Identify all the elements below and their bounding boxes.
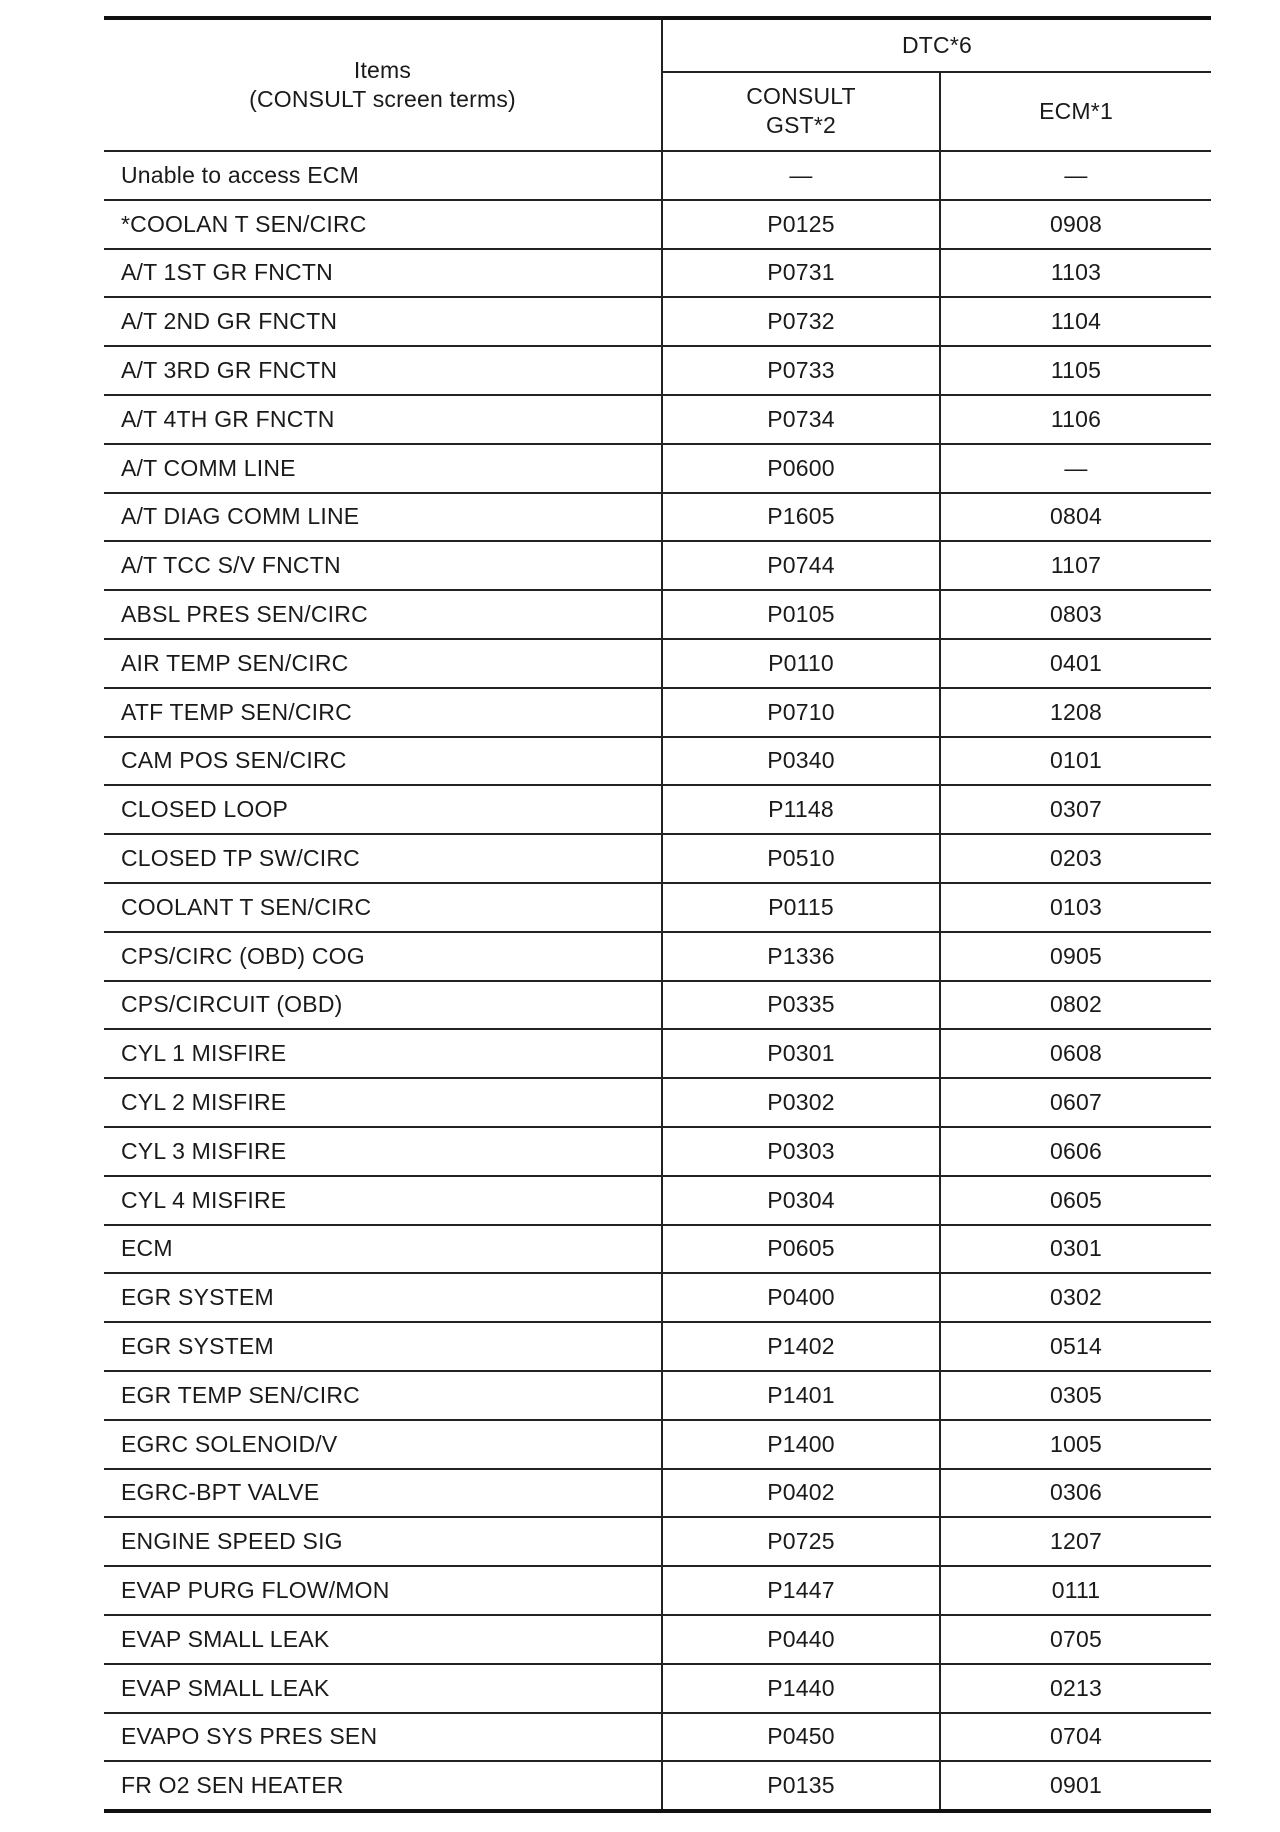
ecm-cell: 1207: [940, 1517, 1211, 1566]
table-row: [104, 932, 1211, 981]
table-row: [104, 785, 1211, 834]
item-cell: COOLANT T SEN/CIRC: [104, 883, 662, 932]
item-cell: *COOLAN T SEN/CIRC: [104, 200, 662, 249]
ecm-cell: 0307: [940, 785, 1211, 834]
item-cell: A/T 1ST GR FNCTN: [104, 249, 662, 298]
consult-gst-cell: P0135: [662, 1761, 940, 1811]
header-ecm: ECM*1: [940, 72, 1211, 151]
consult-gst-cell: P0732: [662, 297, 940, 346]
consult-gst-cell: P0733: [662, 346, 940, 395]
ecm-cell: 0203: [940, 834, 1211, 883]
consult-gst-cell: P0303: [662, 1127, 940, 1176]
ecm-cell: 1103: [940, 249, 1211, 298]
consult-gst-cell: P0734: [662, 395, 940, 444]
item-cell: EGRC-BPT VALVE: [104, 1469, 662, 1518]
dtc-table: [104, 16, 1211, 1813]
ecm-cell: 0301: [940, 1225, 1211, 1274]
header-items: [104, 18, 662, 151]
table-row: [104, 297, 1211, 346]
consult-gst-cell: P0304: [662, 1176, 940, 1225]
consult-gst-cell: P0725: [662, 1517, 940, 1566]
table-row: [104, 1761, 1211, 1811]
header-dtc-group: DTC*6: [662, 18, 1211, 72]
item-cell: A/T 4TH GR FNCTN: [104, 395, 662, 444]
table-row: [104, 1664, 1211, 1713]
ecm-cell: 0306: [940, 1469, 1211, 1518]
table-row: [104, 1127, 1211, 1176]
table-row: [104, 883, 1211, 932]
table-row: [104, 444, 1211, 493]
item-cell: CPS/CIRC (OBD) COG: [104, 932, 662, 981]
consult-gst-cell: P1402: [662, 1322, 940, 1371]
item-cell: ATF TEMP SEN/CIRC: [104, 688, 662, 737]
item-cell: EGR SYSTEM: [104, 1273, 662, 1322]
item-cell: ENGINE SPEED SIG: [104, 1517, 662, 1566]
header-consult-line1: CONSULT: [746, 83, 856, 110]
table-row: [104, 1420, 1211, 1469]
ecm-cell: 0608: [940, 1029, 1211, 1078]
table-row: [104, 1078, 1211, 1127]
table-row: [104, 200, 1211, 249]
consult-gst-cell: P0450: [662, 1713, 940, 1762]
item-cell: EGRC SOLENOID/V: [104, 1420, 662, 1469]
table-row: [104, 1615, 1211, 1664]
table-row: [104, 1566, 1211, 1615]
consult-gst-cell: P0744: [662, 541, 940, 590]
consult-gst-cell: P0302: [662, 1078, 940, 1127]
consult-gst-cell: P1336: [662, 932, 940, 981]
item-cell: CLOSED TP SW/CIRC: [104, 834, 662, 883]
consult-gst-cell: P0440: [662, 1615, 940, 1664]
table-row: [104, 346, 1211, 395]
ecm-cell: 0302: [940, 1273, 1211, 1322]
table-row: [104, 1713, 1211, 1762]
consult-gst-cell: P1447: [662, 1566, 940, 1615]
item-cell: A/T DIAG COMM LINE: [104, 493, 662, 542]
ecm-cell: 0606: [940, 1127, 1211, 1176]
item-cell: CYL 2 MISFIRE: [104, 1078, 662, 1127]
item-cell: AIR TEMP SEN/CIRC: [104, 639, 662, 688]
consult-gst-cell: P0335: [662, 981, 940, 1030]
item-cell: A/T COMM LINE: [104, 444, 662, 493]
ecm-cell: 1104: [940, 297, 1211, 346]
table-row: [104, 1225, 1211, 1274]
consult-gst-cell: P0125: [662, 200, 940, 249]
header-items-subtitle: (CONSULT screen terms): [249, 86, 516, 112]
table-body: [104, 151, 1211, 1811]
table-row: [104, 541, 1211, 590]
ecm-cell: 0908: [940, 200, 1211, 249]
ecm-cell: —: [940, 444, 1211, 493]
table-row: [104, 639, 1211, 688]
table-row: [104, 493, 1211, 542]
item-cell: A/T 2ND GR FNCTN: [104, 297, 662, 346]
ecm-cell: 0101: [940, 737, 1211, 786]
item-cell: FR O2 SEN HEATER: [104, 1761, 662, 1811]
consult-gst-cell: P1400: [662, 1420, 940, 1469]
table-row: [104, 737, 1211, 786]
item-cell: ECM: [104, 1225, 662, 1274]
item-cell: EVAP SMALL LEAK: [104, 1615, 662, 1664]
ecm-cell: 0607: [940, 1078, 1211, 1127]
consult-gst-cell: P0105: [662, 590, 940, 639]
table-row: [104, 834, 1211, 883]
ecm-cell: 0901: [940, 1761, 1211, 1811]
item-cell: EVAPO SYS PRES SEN: [104, 1713, 662, 1762]
item-cell: CLOSED LOOP: [104, 785, 662, 834]
ecm-cell: 1005: [940, 1420, 1211, 1469]
item-cell: EVAP PURG FLOW/MON: [104, 1566, 662, 1615]
ecm-cell: 0111: [940, 1566, 1211, 1615]
ecm-cell: 0905: [940, 932, 1211, 981]
item-cell: EVAP SMALL LEAK: [104, 1664, 662, 1713]
header-consult-line2: GST*2: [765, 112, 837, 139]
table-header: [104, 18, 1211, 151]
ecm-cell: 0802: [940, 981, 1211, 1030]
item-cell: CYL 1 MISFIRE: [104, 1029, 662, 1078]
ecm-cell: 1107: [940, 541, 1211, 590]
consult-gst-cell: P0710: [662, 688, 940, 737]
header-items-title: Items: [353, 57, 412, 83]
table-row: [104, 981, 1211, 1030]
table-row: [104, 1029, 1211, 1078]
consult-gst-cell: P1440: [662, 1664, 940, 1713]
consult-gst-cell: P0510: [662, 834, 940, 883]
consult-gst-cell: P1148: [662, 785, 940, 834]
ecm-cell: 0305: [940, 1371, 1211, 1420]
consult-gst-cell: P1605: [662, 493, 940, 542]
item-cell: Unable to access ECM: [104, 151, 662, 200]
table-row: [104, 1517, 1211, 1566]
consult-gst-cell: P0402: [662, 1469, 940, 1518]
consult-gst-cell: —: [662, 151, 940, 200]
ecm-cell: 0803: [940, 590, 1211, 639]
table-row: [104, 1469, 1211, 1518]
ecm-cell: —: [1064, 161, 1088, 188]
ecm-cell: 0605: [940, 1176, 1211, 1225]
consult-gst-cell: P0340: [662, 737, 940, 786]
ecm-cell: 1105: [940, 346, 1211, 395]
header-row-top: [104, 18, 1211, 72]
consult-gst-cell: P0301: [662, 1029, 940, 1078]
ecm-cell: 1208: [940, 688, 1211, 737]
table-row: [104, 151, 1211, 200]
ecm-cell: 0213: [940, 1664, 1211, 1713]
ecm-cell: 0514: [940, 1322, 1211, 1371]
consult-gst-cell: P0110: [662, 639, 940, 688]
item-cell: EGR TEMP SEN/CIRC: [104, 1371, 662, 1420]
table-row: [104, 249, 1211, 298]
item-cell: CAM POS SEN/CIRC: [104, 737, 662, 786]
ecm-cell: 0103: [940, 883, 1211, 932]
ecm-cell: 0401: [940, 639, 1211, 688]
consult-gst-cell: P0731: [662, 249, 940, 298]
table-row: [104, 1176, 1211, 1225]
table-row: [104, 1322, 1211, 1371]
item-cell: A/T TCC S/V FNCTN: [104, 541, 662, 590]
ecm-cell: 0705: [940, 1615, 1211, 1664]
table-row: [104, 590, 1211, 639]
consult-gst-cell: P0600: [662, 444, 940, 493]
item-cell: CYL 3 MISFIRE: [104, 1127, 662, 1176]
ecm-cell: 0704: [940, 1713, 1211, 1762]
consult-gst-cell: P0400: [662, 1273, 940, 1322]
table-row: [104, 395, 1211, 444]
consult-gst-cell: P0605: [662, 1225, 940, 1274]
item-cell: A/T 3RD GR FNCTN: [104, 346, 662, 395]
consult-gst-cell: P0115: [662, 883, 940, 932]
header-consult-gst: [662, 72, 940, 151]
item-cell: CYL 4 MISFIRE: [104, 1176, 662, 1225]
consult-gst-cell: P1401: [662, 1371, 940, 1420]
item-cell: CPS/CIRCUIT (OBD): [104, 981, 662, 1030]
ecm-cell: 0804: [940, 493, 1211, 542]
item-cell: ABSL PRES SEN/CIRC: [104, 590, 662, 639]
table-row: [104, 688, 1211, 737]
item-cell: EGR SYSTEM: [104, 1322, 662, 1371]
table-row: [104, 1273, 1211, 1322]
table-row: [104, 1371, 1211, 1420]
ecm-cell: 1106: [940, 395, 1211, 444]
